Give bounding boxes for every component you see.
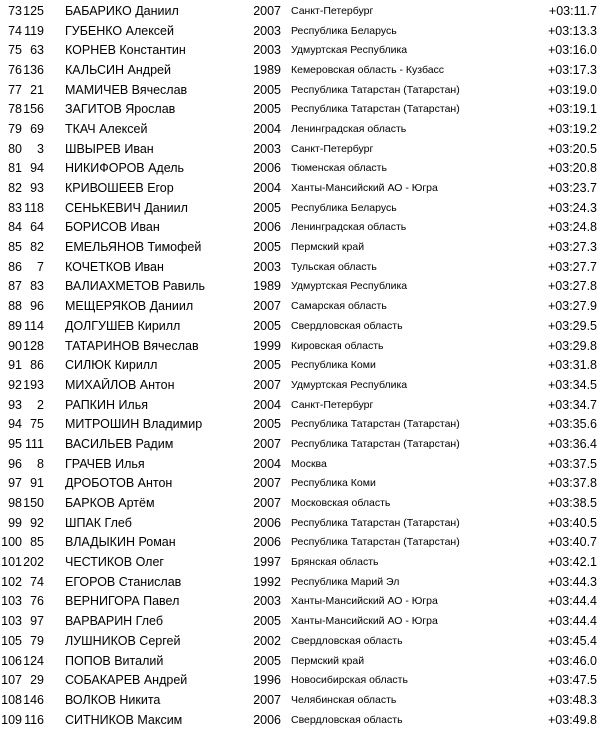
bib-cell: 156 [23, 102, 44, 117]
year-cell: 2004 [253, 121, 281, 136]
table-row [0, 198, 600, 218]
name-cell: СОБАКАРЕВ Андрей [65, 673, 188, 688]
region-cell: Свердловская область [291, 713, 403, 726]
name-cell: ПОПОВ Виталий [65, 653, 164, 668]
year-cell: 2006 [253, 515, 281, 530]
rank-cell: 93 [8, 397, 22, 412]
region-cell: Тюменская область [291, 162, 387, 175]
bib-cell: 75 [30, 417, 44, 432]
name-cell: ГУБЕНКО Алексей [65, 23, 174, 38]
time-cell: +03:36.4 [547, 436, 597, 451]
year-cell: 2007 [253, 476, 281, 491]
rank-cell: 85 [8, 240, 22, 255]
time-cell: +03:31.8 [547, 358, 597, 373]
time-cell: +03:37.8 [547, 476, 597, 491]
region-cell: Ханты-Мансийский АО - Югра [291, 595, 438, 608]
bib-cell: 69 [30, 121, 44, 136]
table-row [0, 434, 600, 454]
time-cell: +03:27.3 [547, 240, 597, 255]
region-cell: Санкт-Петербург [291, 398, 374, 411]
name-cell: КАЛЬСИН Андрей [65, 62, 171, 77]
time-cell: +03:40.7 [547, 535, 597, 550]
year-cell: 2003 [253, 43, 281, 58]
time-cell: +03:38.5 [547, 496, 597, 511]
table-row [0, 395, 600, 415]
table-row [0, 592, 600, 612]
region-cell: Брянская область [291, 556, 379, 569]
year-cell: 2007 [253, 377, 281, 392]
bib-cell: 8 [37, 456, 44, 471]
bib-cell: 128 [23, 338, 44, 353]
time-cell: +03:29.8 [547, 338, 597, 353]
year-cell: 2003 [253, 259, 281, 274]
name-cell: ДОЛГУШЕВ Кирилл [65, 318, 181, 333]
rank-cell: 103 [1, 614, 22, 629]
year-cell: 2004 [253, 456, 281, 471]
name-cell: МИХАЙЛОВ Антон [65, 377, 175, 392]
region-cell: Ленинградская область [291, 122, 407, 135]
year-cell: 2005 [253, 240, 281, 255]
rank-cell: 101 [1, 555, 22, 570]
year-cell: 1992 [253, 574, 281, 589]
table-row [0, 690, 600, 710]
region-cell: Самарская область [291, 300, 387, 313]
bib-cell: 150 [23, 496, 44, 511]
table-row [0, 355, 600, 375]
bib-cell: 86 [30, 358, 44, 373]
time-cell: +03:23.7 [547, 181, 597, 196]
year-cell: 1999 [253, 338, 281, 353]
rank-cell: 90 [8, 338, 22, 353]
time-cell: +03:19.1 [547, 102, 597, 117]
name-cell: ЛУШНИКОВ Сергей [65, 633, 181, 648]
table-row [0, 533, 600, 553]
time-cell: +03:27.9 [547, 299, 597, 314]
table-row [0, 611, 600, 631]
name-cell: БАБАРИКО Даниил [65, 3, 179, 18]
region-cell: Ленинградская область [291, 221, 407, 234]
bib-cell: 91 [30, 476, 44, 491]
year-cell: 2004 [253, 397, 281, 412]
table-row [0, 513, 600, 533]
bib-cell: 93 [30, 181, 44, 196]
time-cell: +03:44.4 [547, 594, 597, 609]
time-cell: +03:13.3 [547, 23, 597, 38]
bib-cell: 125 [23, 3, 44, 18]
time-cell: +03:17.3 [547, 62, 597, 77]
rank-cell: 92 [8, 377, 22, 392]
region-cell: Свердловская область [291, 319, 403, 332]
bib-cell: 92 [30, 515, 44, 530]
time-cell: +03:19.0 [547, 82, 597, 97]
region-cell: Республика Коми [291, 477, 376, 490]
year-cell: 1989 [253, 62, 281, 77]
bib-cell: 136 [23, 62, 44, 77]
table-row [0, 159, 600, 179]
time-cell: +03:48.3 [547, 692, 597, 707]
time-cell: +03:20.5 [547, 141, 597, 156]
table-row [0, 316, 600, 336]
table-row [0, 296, 600, 316]
rank-cell: 94 [8, 417, 22, 432]
name-cell: ВАРВАРИН Глеб [65, 614, 164, 629]
bib-cell: 111 [24, 436, 44, 451]
year-cell: 2003 [253, 141, 281, 156]
time-cell: +03:16.0 [547, 43, 597, 58]
region-cell: Республика Татарстан (Татарстан) [291, 437, 460, 450]
time-cell: +03:49.8 [547, 712, 597, 727]
bib-cell: 3 [37, 141, 44, 156]
name-cell: ШПАК Глеб [65, 515, 132, 530]
name-cell: КРИВОШЕЕВ Егор [65, 181, 174, 196]
rank-cell: 84 [8, 220, 22, 235]
year-cell: 1989 [253, 279, 281, 294]
region-cell: Республика Татарстан (Татарстан) [291, 516, 460, 529]
year-cell: 2005 [253, 614, 281, 629]
year-cell: 2007 [253, 3, 281, 18]
time-cell: +03:27.8 [547, 279, 597, 294]
year-cell: 1997 [253, 555, 281, 570]
year-cell: 2005 [253, 82, 281, 97]
region-cell: Республика Татарстан (Татарстан) [291, 418, 460, 431]
table-row [0, 1, 600, 21]
rank-cell: 73 [8, 3, 22, 18]
time-cell: +03:34.7 [547, 397, 597, 412]
table-row [0, 60, 600, 80]
rank-cell: 80 [8, 141, 22, 156]
rank-cell: 99 [8, 515, 22, 530]
time-cell: +03:29.5 [547, 318, 597, 333]
name-cell: СЕНЬКЕВИЧ Даниил [65, 200, 188, 215]
year-cell: 2005 [253, 318, 281, 333]
bib-cell: 116 [24, 712, 44, 727]
table-row [0, 414, 600, 434]
region-cell: Удмуртская Республика [291, 378, 408, 391]
rank-cell: 100 [1, 535, 22, 550]
rank-cell: 95 [8, 436, 22, 451]
time-cell: +03:46.0 [547, 653, 597, 668]
bib-cell: 193 [23, 377, 44, 392]
name-cell: МАМИЧЕВ Вячеслав [65, 82, 188, 97]
table-row [0, 336, 600, 356]
time-cell: +03:20.8 [547, 161, 597, 176]
time-cell: +03:44.4 [547, 614, 597, 629]
time-cell: +03:34.5 [547, 377, 597, 392]
year-cell: 2005 [253, 200, 281, 215]
rank-cell: 105 [1, 633, 22, 648]
bib-cell: 96 [30, 299, 44, 314]
region-cell: Республика Коми [291, 359, 376, 372]
time-cell: +03:24.8 [547, 220, 597, 235]
bib-cell: 29 [30, 673, 44, 688]
name-cell: РАПКИН Илья [65, 397, 149, 412]
table-row [0, 99, 600, 119]
rank-cell: 79 [8, 121, 22, 136]
region-cell: Челябинская область [291, 693, 397, 706]
region-cell: Санкт-Петербург [291, 142, 374, 155]
bib-cell: 202 [23, 555, 44, 570]
rank-cell: 87 [8, 279, 22, 294]
table-row [0, 277, 600, 297]
name-cell: БАРКОВ Артём [65, 496, 155, 511]
table-row [0, 710, 600, 730]
bib-cell: 119 [24, 23, 44, 38]
year-cell: 2007 [253, 299, 281, 314]
time-cell: +03:40.5 [547, 515, 597, 530]
table-row [0, 178, 600, 198]
rank-cell: 76 [8, 62, 22, 77]
region-cell: Москва [291, 457, 327, 470]
name-cell: СИТНИКОВ Максим [65, 712, 183, 727]
rank-cell: 77 [8, 82, 22, 97]
region-cell: Республика Татарстан (Татарстан) [291, 536, 460, 549]
name-cell: КОРНЕВ Константин [65, 43, 186, 58]
region-cell: Республика Беларусь [291, 24, 397, 37]
region-cell: Пермский край [291, 654, 365, 667]
name-cell: ТАТАРИНОВ Вячеслав [65, 338, 199, 353]
table-row [0, 80, 600, 100]
name-cell: ВАСИЛЬЕВ Радим [65, 436, 174, 451]
region-cell: Московская область [291, 497, 391, 510]
bib-cell: 63 [30, 43, 44, 58]
rank-cell: 108 [1, 692, 22, 707]
rank-cell: 74 [8, 23, 22, 38]
name-cell: КОЧЕТКОВ Иван [65, 259, 164, 274]
time-cell: +03:44.3 [547, 574, 597, 589]
region-cell: Республика Беларусь [291, 201, 397, 214]
table-row [0, 670, 600, 690]
rank-cell: 89 [8, 318, 22, 333]
name-cell: СИЛЮК Кирилл [65, 358, 158, 373]
rank-cell: 78 [8, 102, 22, 117]
bib-cell: 94 [30, 161, 44, 176]
bib-cell: 7 [37, 259, 44, 274]
region-cell: Кемеровская область - Кузбасс [291, 63, 445, 76]
year-cell: 2002 [253, 633, 281, 648]
bib-cell: 146 [23, 692, 44, 707]
time-cell: +03:27.7 [547, 259, 597, 274]
region-cell: Удмуртская Республика [291, 280, 408, 293]
bib-cell: 82 [30, 240, 44, 255]
time-cell: +03:42.1 [547, 555, 597, 570]
name-cell: ВАЛИАХМЕТОВ Равиль [65, 279, 206, 294]
year-cell: 2005 [253, 102, 281, 117]
bib-cell: 85 [30, 535, 44, 550]
name-cell: МИТРОШИН Владимир [65, 417, 203, 432]
rank-cell: 102 [1, 574, 22, 589]
region-cell: Свердловская область [291, 634, 403, 647]
bib-cell: 83 [30, 279, 44, 294]
rank-cell: 75 [8, 43, 22, 58]
bib-cell: 118 [24, 200, 44, 215]
name-cell: ВОЛКОВ Никита [65, 692, 161, 707]
name-cell: ДРОБОТОВ Антон [65, 476, 173, 491]
table-row [0, 454, 600, 474]
bib-cell: 74 [30, 574, 44, 589]
year-cell: 2007 [253, 436, 281, 451]
time-cell: +03:24.3 [547, 200, 597, 215]
table-row [0, 218, 600, 238]
time-cell: +03:19.2 [547, 121, 597, 136]
table-row [0, 40, 600, 60]
time-cell: +03:45.4 [547, 633, 597, 648]
rank-cell: 96 [8, 456, 22, 471]
bib-cell: 114 [24, 318, 44, 333]
year-cell: 2004 [253, 181, 281, 196]
name-cell: НИКИФОРОВ Адель [65, 161, 185, 176]
rank-cell: 98 [8, 496, 22, 511]
region-cell: Ханты-Мансийский АО - Югра [291, 182, 438, 195]
year-cell: 2006 [253, 535, 281, 550]
year-cell: 2005 [253, 417, 281, 432]
time-cell: +03:35.6 [547, 417, 597, 432]
rank-cell: 106 [1, 653, 22, 668]
name-cell: ЗАГИТОВ Ярослав [65, 102, 176, 117]
region-cell: Ханты-Мансийский АО - Югра [291, 615, 438, 628]
bib-cell: 76 [30, 594, 44, 609]
name-cell: ГРАЧЕВ Илья [65, 456, 145, 471]
bib-cell: 64 [30, 220, 44, 235]
year-cell: 2003 [253, 23, 281, 38]
bib-cell: 21 [30, 82, 44, 97]
rank-cell: 83 [8, 200, 22, 215]
table-row [0, 552, 600, 572]
time-cell: +03:11.7 [548, 3, 597, 18]
rank-cell: 103 [1, 594, 22, 609]
name-cell: ЕГОРОВ Станислав [65, 574, 182, 589]
table-row [0, 651, 600, 671]
rank-cell: 88 [8, 299, 22, 314]
region-cell: Удмуртская Республика [291, 44, 408, 57]
name-cell: ВЕРНИГОРА Павел [65, 594, 180, 609]
region-cell: Республика Татарстан (Татарстан) [291, 83, 460, 96]
table-row [0, 375, 600, 395]
table-row [0, 572, 600, 592]
name-cell: ВЛАДЫКИН Роман [65, 535, 176, 550]
bib-cell: 79 [30, 633, 44, 648]
time-cell: +03:37.5 [547, 456, 597, 471]
table-row [0, 493, 600, 513]
region-cell: Республика Татарстан (Татарстан) [291, 103, 460, 116]
table-row [0, 237, 600, 257]
region-cell: Санкт-Петербург [291, 4, 374, 17]
year-cell: 2007 [253, 692, 281, 707]
region-cell: Пермский край [291, 241, 365, 254]
table-row [0, 631, 600, 651]
bib-cell: 97 [30, 614, 44, 629]
year-cell: 1996 [253, 673, 281, 688]
bib-cell: 2 [37, 397, 44, 412]
table-row [0, 139, 600, 159]
table-row [0, 257, 600, 277]
region-cell: Новосибирская область [291, 674, 408, 687]
year-cell: 2006 [253, 220, 281, 235]
year-cell: 2003 [253, 594, 281, 609]
year-cell: 2007 [253, 496, 281, 511]
rank-cell: 109 [1, 712, 22, 727]
rank-cell: 81 [8, 161, 22, 176]
bib-cell: 124 [23, 653, 44, 668]
region-cell: Тульская область [291, 260, 377, 273]
year-cell: 2005 [253, 653, 281, 668]
table-row [0, 21, 600, 41]
rank-cell: 86 [8, 259, 22, 274]
name-cell: ШВЫРЕВ Иван [65, 141, 154, 156]
year-cell: 2005 [253, 358, 281, 373]
table-row [0, 119, 600, 139]
rank-cell: 107 [1, 673, 22, 688]
region-cell: Кировская область [291, 339, 384, 352]
table-row [0, 474, 600, 494]
year-cell: 2006 [253, 712, 281, 727]
region-cell: Республика Марий Эл [291, 575, 400, 588]
rank-cell: 97 [8, 476, 22, 491]
rank-cell: 91 [8, 358, 22, 373]
name-cell: ТКАЧ Алексей [65, 121, 148, 136]
rank-cell: 82 [8, 181, 22, 196]
name-cell: ЧЕСТИКОВ Олег [65, 555, 164, 570]
name-cell: БОРИСОВ Иван [65, 220, 160, 235]
time-cell: +03:47.5 [547, 673, 597, 688]
name-cell: ЕМЕЛЬЯНОВ Тимофей [65, 240, 202, 255]
name-cell: МЕЩЕРЯКОВ Даниил [65, 299, 194, 314]
year-cell: 2006 [253, 161, 281, 176]
